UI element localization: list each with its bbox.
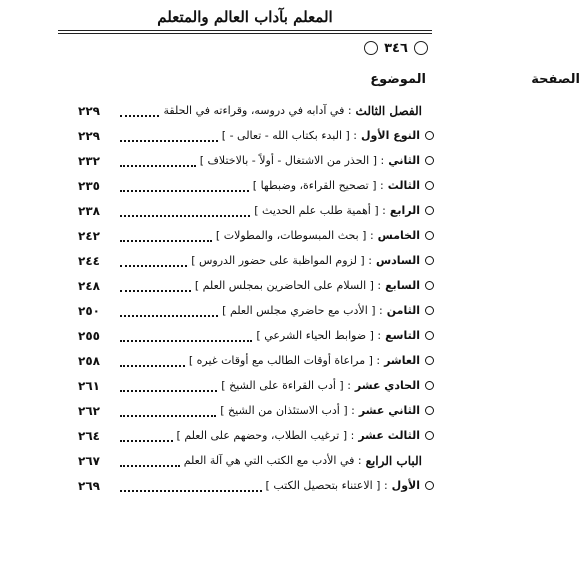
- toc-entry-label: النوع الأول: [361, 129, 420, 142]
- toc-entry-page: ٢٣٢: [78, 153, 100, 168]
- running-header: [58, 8, 432, 56]
- toc-entry-label: الثالث عشر: [358, 429, 420, 442]
- circle-bullet-icon: [425, 481, 434, 490]
- dot-leader: [120, 180, 249, 192]
- dot-leader: [120, 455, 180, 467]
- circle-bullet-icon: [425, 206, 434, 215]
- toc-entry-label: الثالث: [387, 179, 420, 192]
- toc-entry-label: الباب الرابع: [365, 453, 422, 468]
- circle-bullet-icon: [425, 131, 434, 140]
- toc-row: [78, 198, 434, 223]
- row-spacer: [427, 107, 434, 114]
- toc-row: [78, 148, 434, 173]
- circle-bullet-icon: [425, 181, 434, 190]
- toc-entry-text: : في آدابه في دروسه، وقراءته في الحلقة: [163, 104, 352, 117]
- toc-row: [78, 473, 434, 498]
- dot-leader: [120, 430, 173, 442]
- toc-entry-page: ٢٦٢: [78, 403, 100, 418]
- toc-row: [78, 373, 434, 398]
- toc-list: [78, 98, 434, 498]
- circle-bullet-icon: [425, 331, 434, 340]
- toc-entry-text: : [ أدب القراءة على الشيخ ]: [221, 379, 351, 392]
- toc-entry-text: : [ تصحيح القراءة، وضبطها ]: [252, 179, 384, 192]
- toc-entry-label: الثاني: [388, 154, 420, 167]
- toc-row: [78, 273, 434, 298]
- circle-bullet-icon: [425, 406, 434, 415]
- toc-entry-text: : [ مراعاة أوقات الطالب مع أوقات غيره ]: [188, 354, 381, 367]
- header-rule-double: [58, 33, 432, 34]
- toc-row: [78, 173, 434, 198]
- toc-row: [78, 348, 434, 373]
- toc-entry-text: : [ الحذر من الاشتغال - أولاً - بالاختلاف ]: [199, 154, 385, 167]
- circle-bullet-icon: [425, 156, 434, 165]
- dot-leader: [120, 155, 196, 167]
- toc-entry-text: : [ ضوابط الحياء الشرعي ]: [256, 329, 382, 342]
- toc-row: [78, 298, 434, 323]
- toc-entry-label: الثاني عشر: [358, 404, 420, 417]
- toc-row: [78, 223, 434, 248]
- toc-entry-text: : [ الاعتناء بتحصيل الكتب ]: [265, 479, 388, 492]
- circle-bullet-icon: [425, 306, 434, 315]
- circle-bullet-icon: [425, 381, 434, 390]
- column-header-topic: الموضوع: [370, 72, 426, 87]
- toc-entry-page: ٢٢٩: [78, 128, 100, 143]
- toc-entry-text: : [ أدب الاستئذان من الشيخ ]: [220, 404, 355, 417]
- toc-entry-label: التاسع: [385, 329, 420, 342]
- toc-entry-page: ٢٢٩: [78, 103, 100, 118]
- toc-entry-text: : [ الأدب مع حاضري مجلس العلم ]: [222, 304, 383, 317]
- toc-entry-page: ٢٣٨: [78, 203, 100, 218]
- dot-leader: [120, 330, 252, 342]
- toc-entry-label: الأول: [391, 479, 420, 492]
- dot-leader: [120, 205, 250, 217]
- toc-entry-page: ٢٥٨: [78, 353, 100, 368]
- toc-entry-page: ٢٤٢: [78, 228, 100, 243]
- dot-leader: [120, 305, 218, 317]
- toc-entry-page: ٢٦١: [78, 378, 100, 393]
- toc-entry-page: ٢٦٤: [78, 428, 100, 443]
- circle-bullet-icon: [425, 356, 434, 365]
- dot-leader: [120, 230, 212, 242]
- toc-row: [78, 323, 434, 348]
- toc-entry-page: ٢٤٤: [78, 253, 100, 268]
- toc-entry-page: ٢٥٥: [78, 328, 100, 343]
- dot-leader: [120, 130, 218, 142]
- toc-entry-text: : [ ترغيب الطلاب، وحضهم على العلم ]: [176, 429, 355, 442]
- toc-entry-text: : في الأدب مع الكتب التي هي آلة العلم: [183, 454, 362, 467]
- circle-bullet-icon: [425, 281, 434, 290]
- row-spacer: [427, 457, 434, 464]
- toc-entry-page: ٢٣٥: [78, 178, 100, 193]
- circle-bullet-icon: [425, 256, 434, 265]
- circle-bullet-icon: [425, 431, 434, 440]
- toc-entry-page: ٢٦٧: [78, 453, 100, 468]
- toc-entry-text: : [ البدء بكتاب الله - تعالى - ]: [221, 129, 358, 142]
- toc-entry-text: : [ السلام على الحاضرين بمجلس العلم ]: [194, 279, 382, 292]
- toc-row: [78, 448, 434, 473]
- circle-bullet-icon: [425, 231, 434, 240]
- toc-entry-label: السابع: [385, 279, 420, 292]
- toc-entry-page: ٢٦٩: [78, 478, 100, 493]
- toc-entry-text: : [ بحث المبسوطات، والمطولات ]: [215, 229, 374, 242]
- dot-leader: [120, 480, 262, 492]
- toc-entry-label: الفصل الثالث: [355, 103, 422, 118]
- toc-entry-text: : [ لزوم المواظبة على حضور الدروس ]: [191, 254, 372, 267]
- toc-entry-label: السادس: [375, 254, 420, 267]
- dot-leader: [120, 380, 217, 392]
- page-number: ٣٤٦: [366, 38, 426, 58]
- toc-entry-label: الحادي عشر: [354, 379, 420, 392]
- toc-entry-label: الخامس: [377, 229, 420, 242]
- toc-entry-label: الثامن: [386, 304, 420, 317]
- dot-leader: [120, 105, 159, 117]
- book-title: المعلم بآداب العالم والمتعلم: [157, 8, 333, 26]
- column-header-page: الصفحة: [531, 72, 580, 87]
- dot-leader: [120, 255, 187, 267]
- toc-row: [78, 398, 434, 423]
- toc-entry-label: الرابع: [389, 204, 420, 217]
- toc-row: [78, 423, 434, 448]
- toc-entry-label: العاشر: [384, 354, 420, 367]
- dot-leader: [120, 355, 185, 367]
- toc-entry-page: ٢٥٠: [78, 303, 100, 318]
- dot-leader: [120, 280, 191, 292]
- toc-entry-page: ٢٤٨: [78, 278, 100, 293]
- dot-leader: [120, 405, 216, 417]
- toc-row: [78, 98, 434, 123]
- toc-row: [78, 123, 434, 148]
- toc-entry-text: : [ أهمية طلب علم الحديث ]: [254, 204, 386, 217]
- toc-row: [78, 248, 434, 273]
- header-rule: [58, 30, 432, 31]
